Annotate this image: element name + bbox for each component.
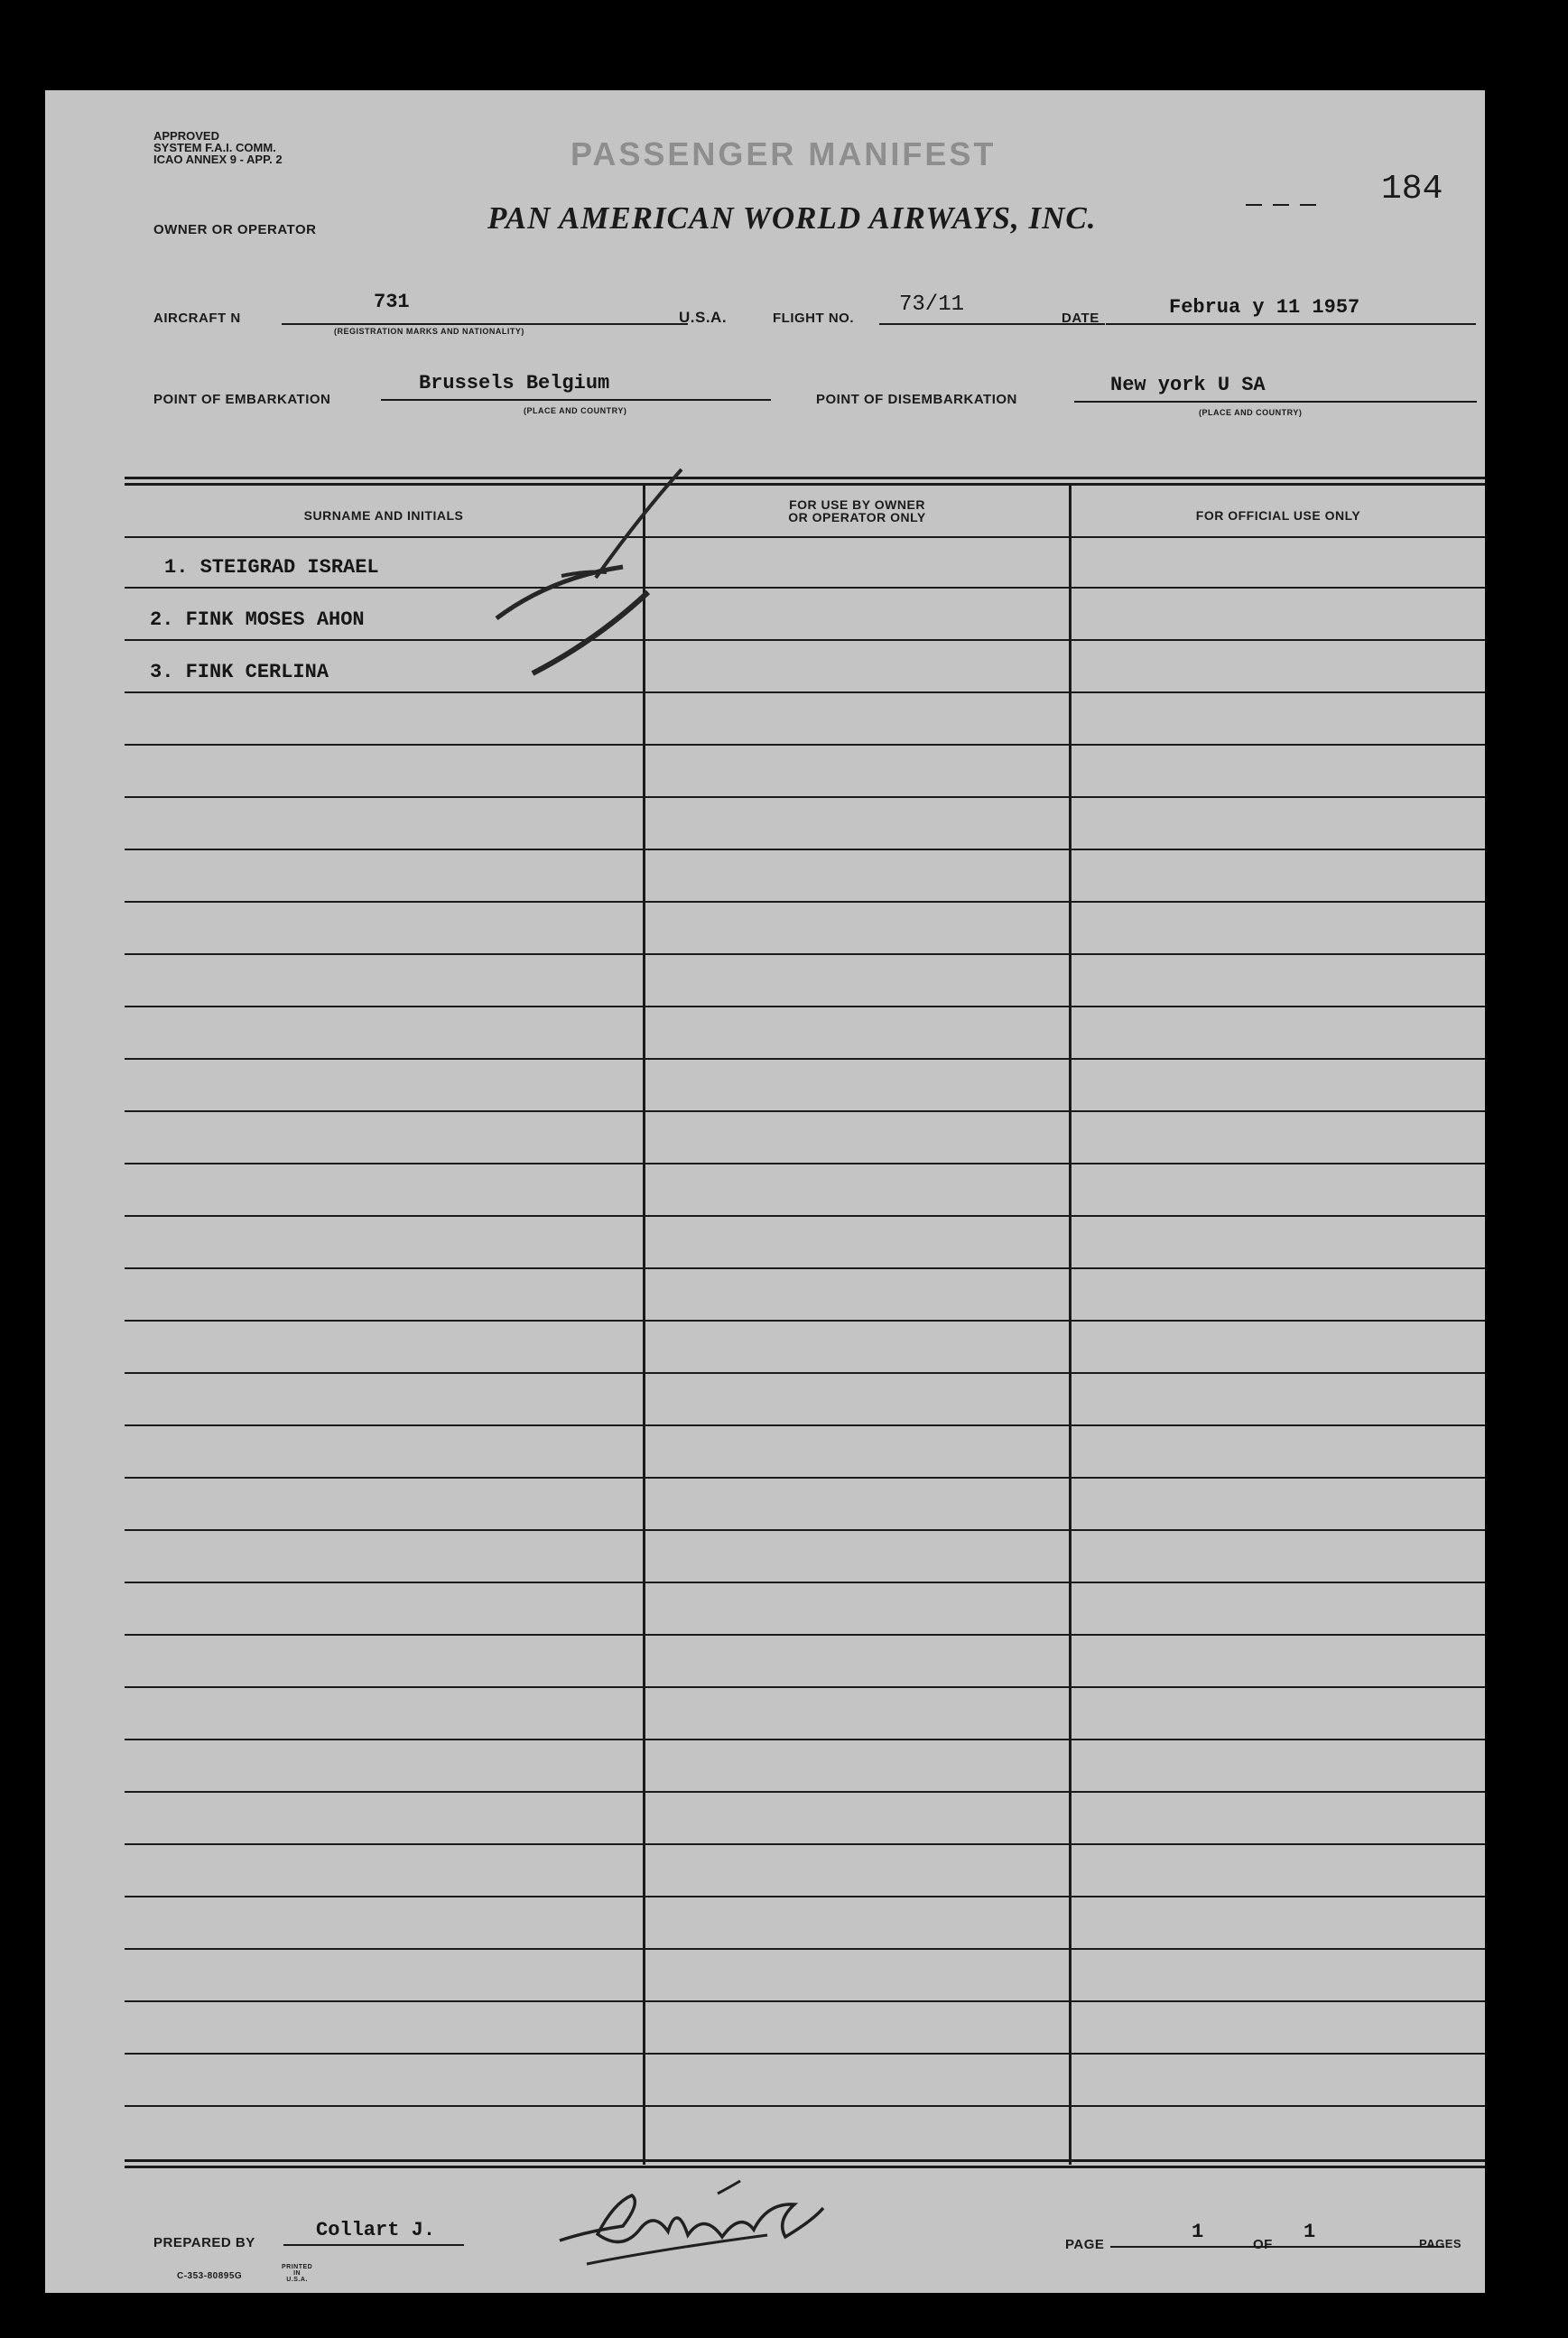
printed-stamp-line: IN	[293, 2270, 302, 2277]
aircraft-caption: (REGISTRATION MARKS AND NATIONALITY)	[334, 327, 524, 336]
disembarkation-caption: (PLACE AND COUNTRY)	[1199, 408, 1303, 417]
printed-in-usa-stamp	[282, 2264, 312, 2283]
column-header-official: FOR OFFICIAL USE ONLY	[1195, 508, 1361, 523]
date-value: Februa y 11 1957	[1169, 296, 1360, 319]
country-label: U.S.A.	[679, 309, 728, 326]
date-label: DATE	[1062, 311, 1099, 326]
embarkation-label: POINT OF EMBARKATION	[153, 392, 331, 407]
prepared-by-value: Collart J.	[316, 2219, 436, 2241]
embarkation-value: Brussels Belgium	[419, 372, 610, 394]
prepared-by-label: PREPARED BY	[153, 2235, 255, 2250]
document-title: PASSENGER MANIFEST	[571, 135, 997, 172]
of-label: OF	[1253, 2237, 1273, 2252]
handwritten-signature	[45, 90, 1485, 2293]
owner-value: PAN AMERICAN WORLD AIRWAYS, INC.	[487, 200, 1097, 236]
approval-line: APPROVED	[153, 129, 219, 143]
passenger-entry: 3. FINK CERLINA	[150, 661, 329, 683]
form-code: C-353-80895G	[177, 2271, 243, 2281]
passenger-entry: 1. STEIGRAD ISRAEL	[164, 556, 379, 579]
of-value: 1	[1304, 2221, 1316, 2243]
page-underline	[1110, 2246, 1444, 2248]
column-header-surname: SURNAME AND INITIALS	[303, 508, 464, 523]
disembarkation-value: New york U SA	[1110, 374, 1266, 396]
aircraft-value: 731	[374, 291, 410, 313]
embarkation-caption: (PLACE AND COUNTRY)	[524, 406, 627, 415]
disembarkation-label: POINT OF DISEMBARKATION	[816, 392, 1017, 407]
passenger-entry: 2. FINK MOSES AHON	[150, 608, 365, 631]
page-value: 1	[1192, 2221, 1204, 2243]
owner-label: OWNER OR OPERATOR	[153, 222, 317, 237]
column-header-owner-line: OR OPERATOR ONLY	[788, 510, 926, 524]
printed-stamp-line: U.S.A.	[286, 2277, 308, 2283]
approval-line: ICAO ANNEX 9 - APP. 2	[153, 153, 283, 166]
approval-line: SYSTEM F.A.I. COMM.	[153, 141, 276, 154]
aircraft-label: AIRCRAFT N	[153, 311, 241, 326]
printed-stamp-line: PRINTED	[282, 2264, 313, 2270]
manifest-sheet	[45, 90, 1485, 2293]
column-header-owner-line: FOR USE BY OWNER	[789, 497, 925, 512]
page-stamp-number: 184	[1381, 170, 1443, 209]
page-label: PAGE	[1065, 2237, 1105, 2252]
flight-value: 73/11	[899, 292, 965, 317]
pages-label: PAGES	[1419, 2237, 1462, 2250]
flight-label: FLIGHT NO.	[773, 311, 854, 326]
